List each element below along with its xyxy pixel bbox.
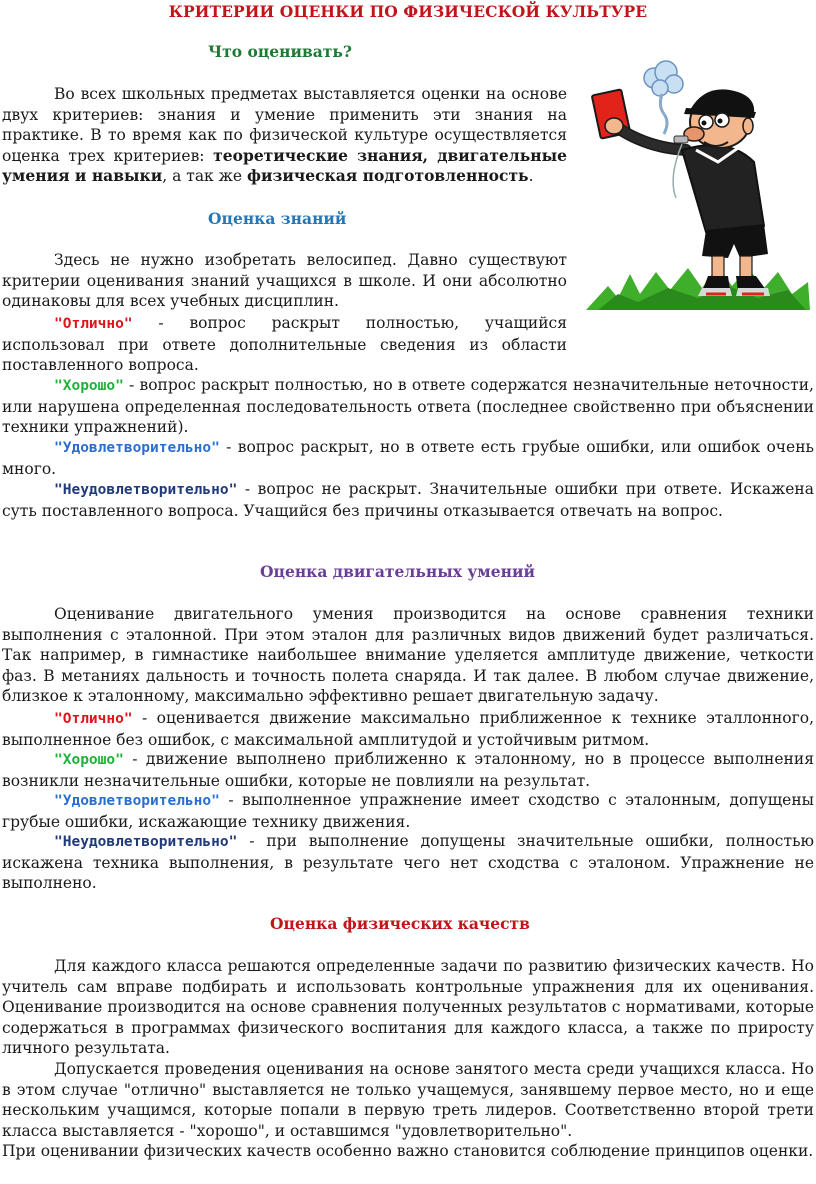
grade-label-excellent: "Отлично" [54, 711, 133, 727]
heading-what-to-evaluate: Что оценивать? [208, 42, 353, 61]
motor-grade-good: "Хорошо" - движение выполнено приближенно к эталонному, но в процессе выполнения возникли незначительные ошибки, которые не повлияли на результат. [2, 750, 814, 790]
referee-red-card-icon [578, 58, 814, 316]
grade-label-excellent: "Отлично" [54, 316, 133, 332]
grade-label-satisfactory: "Удовлетворительно" [54, 793, 220, 809]
intro-paragraph: Во всех школьных предметах выставляется оценки на основе двух критериев: знания и умение применить эти знания на практике. В то время как по физической культуре осуществляется оценка трех критериев: теоретические знания, двигательные умения и навыки, а так же физическая подготовленность. [2, 85, 567, 186]
knowledge-grade-unsatisfactory: "Неудовлетворительно" - вопрос не раскрыт. Значительные ошибки при ответе. Искажена суть поставленного вопроса. Учащийся без причины отказывается отвечать на вопрос. [2, 480, 814, 520]
heading-motor-skills: Оценка двигательных умений [260, 562, 535, 581]
knowledge-intro: Здесь не нужно изобретать велосипед. Давно существуют критерии оценивания знаний учащихся в школе. И они абсолютно одинаковы для всех учебных дисциплин. [2, 251, 567, 311]
intro-bold-criteria: теоретические знания, двигательные умения и навыки [2, 145, 567, 186]
grade-label-unsatisfactory: "Неудовлетворительно" [54, 834, 238, 850]
grade-label-good: "Хорошо" [54, 752, 124, 768]
heading-physical-qualities: Оценка физических качеств [270, 914, 530, 933]
motor-grade-excellent: "Отлично" - оценивается движение максимально приближенное к технике эталлонного, выполненное без ошибок, с максимальной амплитудой и устойчивым ритмом. [2, 709, 814, 749]
motor-grade-unsatisfactory: "Неудовлетворительно" - при выполнение допущены значительные ошибки, полностью искажена техника выполнения, в результате чего нет сходства с эталоном. Упражнение не выполнено. [2, 832, 814, 893]
motor-intro: Оценивание двигательного умения производится на основе сравнения техники выполнения с эталонной. При этом эталон для различных видов движений будет различаться. Так например, в гимнастике наибольшее внимание уделяется амплитуде движение, четкости фаз. В метаниях дальность и точность полета снаряда. И так далее. В любом случае движение, близкое к эталонному, максимально эффективно решает двигательную задачу. [2, 605, 814, 706]
grade-label-unsatisfactory: "Неудовлетворительно" [54, 482, 238, 498]
physical-paragraph-3: При оценивании физических качеств особенно важно становится соблюдение принципов оценки. [2, 1142, 814, 1160]
grade-label-satisfactory: "Удовлетворительно" [54, 440, 220, 456]
knowledge-grade-excellent: "Отлично" - вопрос раскрыт полностью, учащийся использовал при ответе дополнительные сведения из области поставленного вопроса. [2, 314, 567, 375]
physical-paragraph-1: Для каждого класса решаются определенные задачи по развитию физических качеств. Но учитель сам вправе подбирать и использовать контрольные упражнения для их оценивания. Оценивание производится на основе сравнения полученных результатов с нормативами, которые содержаться в программах физического воспитания для каждого класса, а также по приросту личного результата. [2, 957, 814, 1058]
document-title: КРИТЕРИИ ОЦЕНКИ ПО ФИЗИЧЕСКОЙ КУЛЬТУРЕ [168, 2, 648, 21]
intro-bold-fitness: физическая подготовленность [247, 166, 529, 186]
referee-illustration [578, 58, 814, 316]
grade-label-good: "Хорошо" [54, 378, 124, 394]
motor-grade-satisfactory: "Удовлетворительно" - выполненное упражнение имеет сходство с эталонным, допущены грубые ошибки, искажающие технику движения. [2, 791, 814, 831]
knowledge-grade-good: "Хорошо" - вопрос раскрыт полностью, но в ответе содержатся незначительные неточности, или нарушена определенная последовательность ответа (последнее свойственно при объяснении техники упражнений). [2, 376, 814, 437]
knowledge-grade-satisfactory: "Удовлетворительно" - вопрос раскрыт, но в ответе есть грубые ошибки, или ошибок очень много. [2, 438, 814, 478]
heading-knowledge: Оценка знаний [208, 209, 347, 228]
physical-paragraph-2: Допускается проведения оценивания на основе занятого места среди учащихся класса. Но в этом случае "отлично" выставляется не только учащемуся, занявшему первое место, но и еще нескольким учащимся, которые попали в первую треть лидеров. Соответственно второй трети класса выставляется - "хорошо", и оставшимся "удовлетворительно". [2, 1060, 814, 1140]
